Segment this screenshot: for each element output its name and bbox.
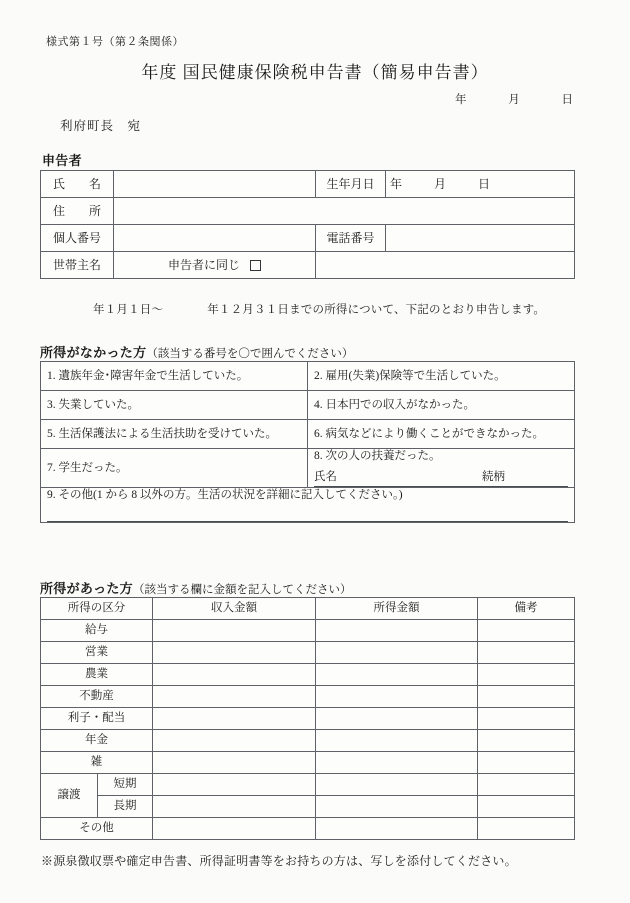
no-income-heading: 所得がなかった方 xyxy=(40,345,147,360)
income-heading: 所得があった方 xyxy=(40,581,133,596)
table-row xyxy=(41,171,575,198)
no-income-option-8-label: 8. 次の人の扶養だった。 xyxy=(314,450,441,462)
table-row xyxy=(41,774,575,796)
income-input-agriculture[interactable] xyxy=(316,664,478,686)
applicant-section-label: 申告者 xyxy=(42,153,82,168)
income-section-title xyxy=(40,578,351,597)
remarks-input-misc[interactable] xyxy=(478,752,575,774)
footnote: ※源泉徴収票や確定申告書、所得証明書等をお持ちの方は、写しを添付してください。 xyxy=(41,854,517,868)
table-row xyxy=(41,449,575,488)
table-row xyxy=(41,620,575,642)
mynumber-label: 個人番号 xyxy=(41,225,114,252)
remarks-input-business[interactable] xyxy=(478,642,575,664)
table-row xyxy=(41,818,575,840)
no-income-option-1[interactable]: 1. 遺族年金･障害年金で生活していた。 xyxy=(41,362,308,391)
column-header-remarks: 備考 xyxy=(478,598,575,620)
income-category-pension: 年金 xyxy=(41,730,153,752)
income-category-agriculture: 農業 xyxy=(41,664,153,686)
column-header-category: 所得の区分 xyxy=(41,598,153,620)
no-income-option-5[interactable]: 5. 生活保護法による生活扶助を受けていた。 xyxy=(41,420,308,449)
addressee: 利府町長 宛 xyxy=(60,119,142,133)
revenue-input-transfer-short[interactable] xyxy=(153,774,316,796)
revenue-input-other[interactable] xyxy=(153,818,316,840)
column-header-income: 所得金額 xyxy=(316,598,478,620)
applicant-section-title xyxy=(42,150,82,169)
remarks-input-realestate[interactable] xyxy=(478,686,575,708)
no-income-option-6[interactable]: 6. 病気などにより働くことができなかった。 xyxy=(308,420,575,449)
income-category-other: その他 xyxy=(41,818,153,840)
remarks-input-agriculture[interactable] xyxy=(478,664,575,686)
income-input-transfer-long[interactable] xyxy=(316,796,478,818)
table-row xyxy=(41,420,575,449)
table-row xyxy=(41,730,575,752)
dependent-name-field[interactable] xyxy=(314,470,482,486)
date-day-label: 日 xyxy=(561,94,573,106)
no-income-heading-note: （該当する番号を〇で囲んでください） xyxy=(146,348,354,360)
income-input-salary[interactable] xyxy=(316,620,478,642)
table-header-row xyxy=(41,598,575,620)
income-input-other[interactable] xyxy=(316,818,478,840)
table-row xyxy=(41,487,575,522)
phone-label: 電話番号 xyxy=(316,225,386,252)
revenue-input-agriculture[interactable] xyxy=(153,664,316,686)
income-table xyxy=(40,597,575,840)
no-income-option-7[interactable]: 7. 学生だった。 xyxy=(41,449,308,488)
householder-same-label: 申告者に同じ xyxy=(167,257,240,272)
income-input-transfer-short[interactable] xyxy=(316,774,478,796)
no-income-option-4[interactable]: 4. 日本円での収入がなかった。 xyxy=(308,391,575,420)
table-row xyxy=(41,252,575,279)
checkbox-icon[interactable] xyxy=(250,260,261,271)
birthdate-input[interactable] xyxy=(386,171,575,198)
revenue-input-misc[interactable] xyxy=(153,752,316,774)
table-row xyxy=(41,686,575,708)
dependent-fields xyxy=(314,470,568,486)
table-row xyxy=(41,752,575,774)
remarks-input-salary[interactable] xyxy=(478,620,575,642)
revenue-input-salary[interactable] xyxy=(153,620,316,642)
income-input-misc[interactable] xyxy=(316,752,478,774)
remarks-input-transfer-short[interactable] xyxy=(478,774,575,796)
birthdate-label: 生年月日 xyxy=(316,171,386,198)
householder-same-checkbox-cell[interactable] xyxy=(114,252,316,279)
income-category-realestate: 不動産 xyxy=(41,686,153,708)
name-label: 氏 名 xyxy=(41,171,114,198)
table-row xyxy=(41,391,575,420)
remarks-input-pension[interactable] xyxy=(478,730,575,752)
income-input-business[interactable] xyxy=(316,642,478,664)
income-category-transfer-short: 短期 xyxy=(98,774,153,796)
no-income-section-title xyxy=(40,342,353,361)
address-input[interactable] xyxy=(114,198,575,225)
income-category-transfer: 譲渡 xyxy=(41,774,98,818)
phone-input[interactable] xyxy=(386,225,575,252)
income-category-business: 営業 xyxy=(41,642,153,664)
revenue-input-transfer-long[interactable] xyxy=(153,796,316,818)
income-category-misc: 雑 xyxy=(41,752,153,774)
income-heading-note: （該当する欄に金額を記入してください） xyxy=(132,584,352,596)
revenue-input-realestate[interactable] xyxy=(153,686,316,708)
revenue-input-pension[interactable] xyxy=(153,730,316,752)
period-prefix: 年１月１日〜 xyxy=(93,304,164,316)
column-header-revenue: 収入金額 xyxy=(153,598,316,620)
no-income-option-8[interactable] xyxy=(308,449,575,488)
dependent-relation-label: 続柄 xyxy=(482,471,505,484)
table-row xyxy=(41,708,575,730)
form-number: 様式第１号（第２条関係） xyxy=(46,36,184,48)
table-row xyxy=(41,225,575,252)
birth-day-label: 日 xyxy=(478,176,491,191)
income-category-transfer-long: 長期 xyxy=(98,796,153,818)
period-suffix: 年１２月３１日までの所得について、下記のとおり申告します。 xyxy=(207,304,546,316)
no-income-table xyxy=(40,361,575,523)
revenue-input-interest-dividend[interactable] xyxy=(153,708,316,730)
table-row xyxy=(41,664,575,686)
applicant-table xyxy=(40,170,575,279)
table-row xyxy=(41,642,575,664)
table-row xyxy=(41,796,575,818)
dependent-name-label: 氏名 xyxy=(314,471,337,484)
birth-month-label: 月 xyxy=(434,176,447,191)
remarks-input-transfer-long[interactable] xyxy=(478,796,575,818)
no-income-option-9-label: 9. その他(1 から 8 以外の方。生活の状況を詳細に記入してください。) xyxy=(47,488,403,501)
householder-name-input[interactable] xyxy=(316,252,575,279)
birth-year-label: 年 xyxy=(390,176,403,191)
income-input-interest-dividend[interactable] xyxy=(316,708,478,730)
address-label: 住 所 xyxy=(41,198,114,225)
table-row xyxy=(41,362,575,391)
name-input[interactable] xyxy=(114,171,316,198)
remarks-input-other[interactable] xyxy=(478,818,575,840)
submission-date-line xyxy=(455,91,573,107)
table-row xyxy=(41,198,575,225)
no-income-option-9[interactable] xyxy=(41,487,575,522)
period-statement xyxy=(93,301,545,317)
page-title: 年度 国民健康保険税申告書（簡易申告書） xyxy=(141,63,489,82)
income-category-interest-dividend: 利子・配当 xyxy=(41,708,153,730)
income-category-salary: 給与 xyxy=(41,620,153,642)
mynumber-input[interactable] xyxy=(114,225,316,252)
revenue-input-business[interactable] xyxy=(153,642,316,664)
dependent-relation-field[interactable] xyxy=(482,470,568,486)
date-year-label: 年 xyxy=(455,94,467,106)
remarks-input-interest-dividend[interactable] xyxy=(478,708,575,730)
date-month-label: 月 xyxy=(508,94,520,106)
no-income-option-2[interactable]: 2. 雇用(失業)保険等で生活していた。 xyxy=(308,362,575,391)
income-input-pension[interactable] xyxy=(316,730,478,752)
other-reason-writein-line[interactable] xyxy=(47,520,568,522)
income-input-realestate[interactable] xyxy=(316,686,478,708)
no-income-option-3[interactable]: 3. 失業していた。 xyxy=(41,391,308,420)
householder-label: 世帯主名 xyxy=(41,252,114,279)
